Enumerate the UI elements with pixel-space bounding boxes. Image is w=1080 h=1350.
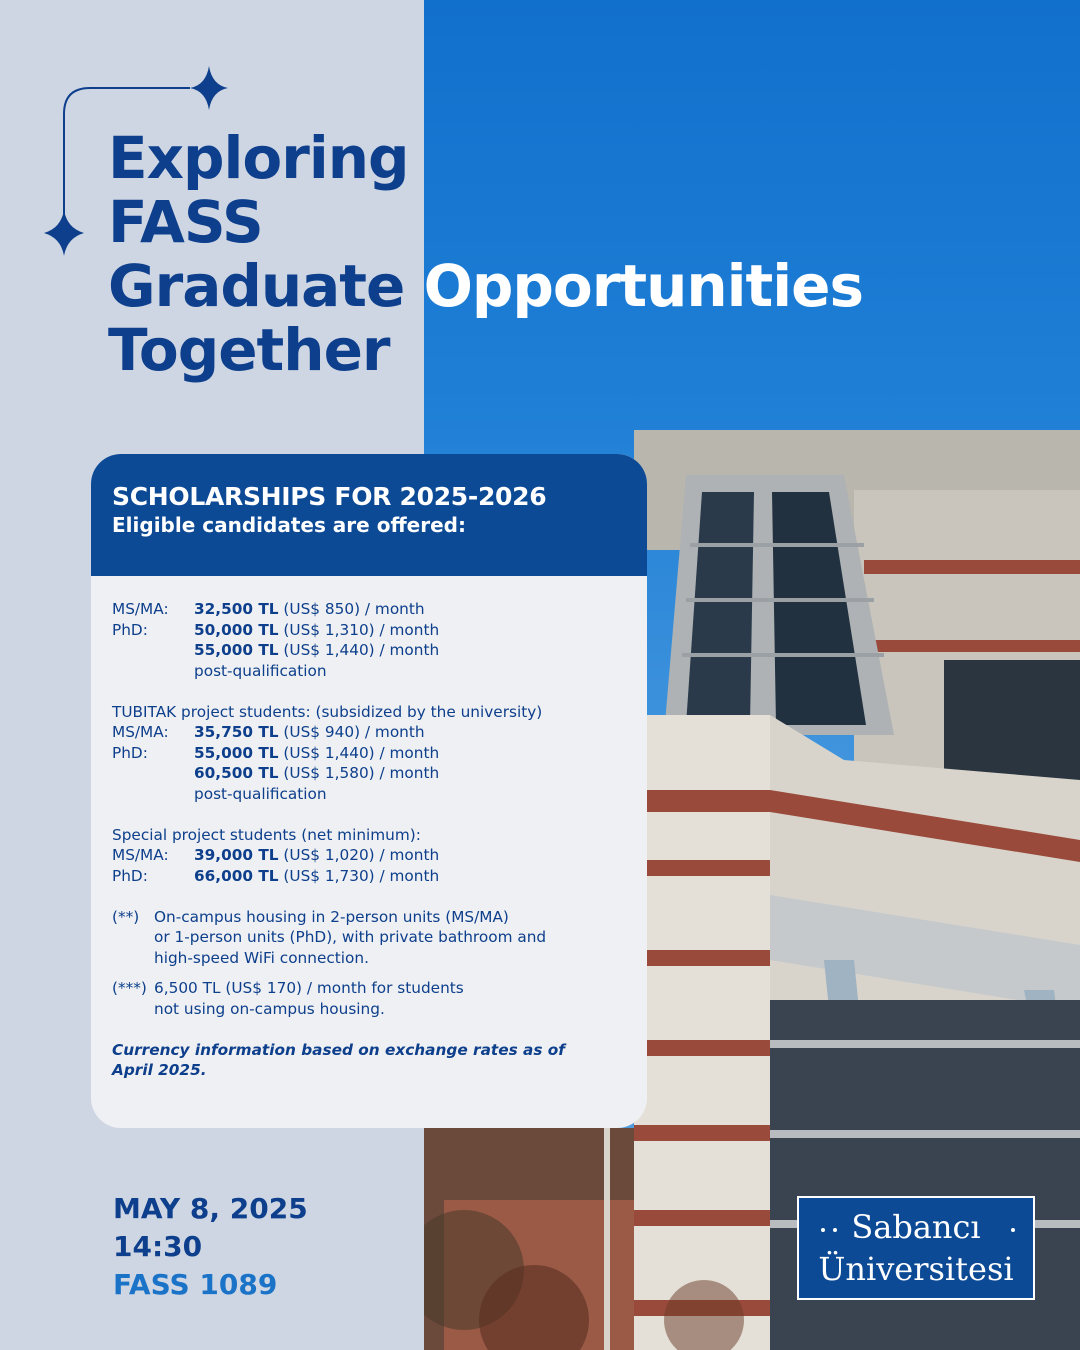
card-heading: SCHOLARSHIPS FOR 2025-2026 (112, 482, 547, 511)
note-item (112, 978, 647, 1019)
note-marker: (**) (112, 907, 140, 926)
row-detail: post-qualification (194, 661, 327, 680)
row-label (112, 763, 194, 784)
special-scholarships (112, 845, 647, 886)
row-amount: 55,000 TL (194, 743, 279, 762)
row-value (194, 866, 439, 887)
row-detail: (US$ 1,730) / month (278, 866, 440, 885)
university-logo (797, 1196, 1035, 1300)
card-subheading: Eligible candidates are offered: (112, 513, 466, 537)
row-amount: 35,750 TL (194, 723, 279, 741)
row-value (194, 661, 327, 682)
row-label (112, 784, 194, 805)
sparkle-icon (190, 66, 228, 110)
title-line: Exploring (108, 124, 409, 192)
row-label: PhD: (112, 743, 148, 762)
note-text (154, 907, 546, 969)
scholarship-row (112, 743, 647, 764)
note-line: 6,500 TL (US$ 170) / month for students (154, 979, 464, 997)
note-line: or 1-person units (PhD), with private bathroom and (154, 928, 547, 946)
special-heading: Special project students (net minimum): (112, 825, 421, 844)
row-detail: post-qualification (194, 784, 327, 803)
tubitak-scholarships (112, 722, 647, 804)
note-line: On-campus housing in 2-person units (MS/MA) (154, 907, 509, 926)
row-value (194, 599, 425, 620)
note-marker: (***) (112, 979, 147, 997)
logo-line: Üniversitesi (818, 1250, 1014, 1288)
title-word: Graduate (108, 252, 405, 320)
tubitak-heading: TUBITAK project students: (subsidized by the university) (112, 702, 543, 721)
row-amount: 32,500 TL (194, 600, 279, 618)
currency-footnote (112, 1040, 647, 1081)
row-label: PhD: (112, 620, 148, 639)
note-text (154, 978, 464, 1019)
note-line: not using on-campus housing. (154, 999, 385, 1018)
row-label: MS/MA: (112, 723, 169, 741)
row-value (194, 640, 439, 661)
row-value (194, 743, 439, 764)
row-detail: (US$ 1,310) / month (278, 620, 440, 639)
row-amount: 60,500 TL (194, 764, 279, 782)
scholarship-row (112, 763, 647, 784)
row-amount: 39,000 TL (194, 846, 279, 864)
event-location: FASS 1089 (113, 1268, 278, 1301)
regular-scholarships (112, 599, 647, 681)
note-item (112, 907, 647, 969)
note-line: high-speed WiFi connection. (154, 948, 369, 967)
card-body (91, 576, 647, 1081)
row-label (112, 640, 194, 661)
row-value (194, 722, 425, 743)
event-date: MAY 8, 2025 (113, 1192, 308, 1225)
row-value (194, 845, 439, 866)
row-detail: (US$ 1,440) / month (278, 743, 440, 762)
footnote-line: April 2025. (112, 1061, 207, 1079)
scholarship-row (112, 784, 647, 805)
row-detail: (US$ 1,020) / month (278, 846, 440, 864)
title-line: Together (108, 316, 390, 384)
scholarship-row (112, 640, 647, 661)
event-time: 14:30 (113, 1230, 203, 1263)
row-detail: (US$ 850) / month (278, 600, 425, 618)
row-amount: 55,000 TL (194, 641, 279, 659)
scholarship-row (112, 722, 647, 743)
row-label: MS/MA: (112, 846, 169, 864)
logo-line: Sabancı (851, 1208, 981, 1246)
scholarship-row (112, 845, 647, 866)
row-detail: (US$ 1,580) / month (278, 764, 440, 782)
scholarship-row (112, 661, 647, 682)
scholarship-card (91, 454, 647, 1128)
page-title (108, 126, 863, 382)
row-label: MS/MA: (112, 600, 169, 618)
title-line: FASS (108, 188, 263, 256)
row-detail: (US$ 1,440) / month (278, 641, 440, 659)
row-label: PhD: (112, 866, 148, 885)
row-amount: 66,000 TL (194, 866, 279, 885)
card-header (91, 454, 647, 576)
row-detail: (US$ 940) / month (278, 723, 425, 741)
notes (112, 907, 647, 1020)
row-value (194, 784, 327, 805)
row-label (112, 661, 194, 682)
footnote-line: Currency information based on exchange rates as of (112, 1040, 565, 1059)
sparkle-icon (44, 210, 84, 256)
row-value (194, 763, 439, 784)
row-value (194, 620, 439, 641)
title-line (108, 254, 863, 318)
scholarship-row (112, 599, 647, 620)
scholarship-row (112, 620, 647, 641)
title-word-highlight: Opportunities (423, 252, 864, 320)
event-info (113, 1190, 308, 1304)
scholarship-row (112, 866, 647, 887)
row-amount: 50,000 TL (194, 620, 279, 639)
